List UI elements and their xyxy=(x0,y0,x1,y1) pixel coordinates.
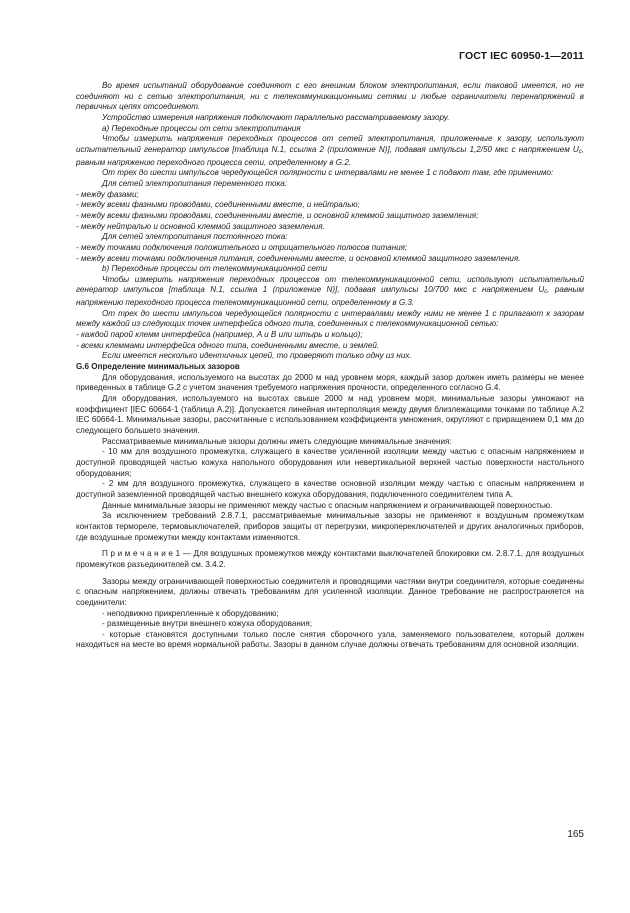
paragraph: Рассматриваемые минимальные зазоры должны иметь следующие минимальные значения: xyxy=(102,436,452,446)
paragraph: Устройство измерения напряжения подключают параллельно рассматриваемому зазору. xyxy=(102,112,450,122)
note-label: П р и м е ч а н и е 1 xyxy=(102,549,181,559)
subscript: c xyxy=(544,289,548,296)
paragraph: От трех до шести импульсов чередующейся полярности с интервалами не менее 1 с подают там, где применимо: xyxy=(102,168,554,178)
paragraph: От трех до шести импульсов чередующейся полярности с интервалами между ними не менее 1 с прилагают к зазорам между каждой из следующих точек интерфейса одного типа, соединенных с телекоммуникационной сетью: xyxy=(76,308,584,329)
list-item: - 2 мм для воздушного промежутка, служащего в качестве основной изоляции между частью с опасным напряжением и доступной заземленной проводящей частью внешнего кожуха оборудования, подключенного соединителем типа A. xyxy=(76,479,584,499)
note xyxy=(76,549,584,570)
list-item: - 10 мм для воздушного промежутка, служащего в качестве усиленной изоляции между частью с опасным напряжением и доступной проводящей частью кожуха напольного оборудования или невертикальной верхней частью поверхности настольного оборудования; xyxy=(76,447,584,478)
page-number: 165 xyxy=(567,829,584,840)
list-item: - между нейтралью и основной клеммой защитного заземления. xyxy=(76,221,325,231)
list-item: - между всеми фазными проводами, соединенными вместе, и нейтралью; xyxy=(76,200,360,210)
paragraph: Зазоры между ограничивающей поверхностью соединителя и проводящими частями внутри соединителя, которые соединены с опасным напряжением, должны отвечать требованиям для усиленной изоляции. Данное требование не распространяется на соединители: xyxy=(76,576,584,607)
list-item: - которые становятся доступными только после снятия сборочного узла, заменяемого пользователем, который должен находиться на месте во время нормальной работы. Зазоры в данном случае должны отвечать требованиям для основной изоляции. xyxy=(76,629,584,650)
paragraph: Во время испытаний оборудование соединяют с его внешним блоком электропитания, если таковой имеется, но не соединяют ни с сетью электропитания, ни с телекоммуникационными сетями и любые ограничители перенапряжений в первичных цепях отсоединяют. xyxy=(76,81,584,112)
list-item: - между всеми фазными проводами, соединенными вместе, и основной клеммой защитного заземления; xyxy=(76,210,479,220)
paragraph: Данные минимальные зазоры не применяют между частью с опасным напряжением и ограничивающей поверхностью. xyxy=(102,500,553,510)
page-header: ГОСТ IEC 60950-1—2011 xyxy=(459,50,584,62)
list-item: - каждой парой клемм интерфейса (например, A и B или штырь и кольцо); xyxy=(76,330,363,340)
list-item: - между всеми точками подключения питания, соединенными вместе, и основной клеммой защитного заземления. xyxy=(76,253,521,263)
paragraph: Для оборудования, используемого на высотах свыше 2000 м над уровнем моря, минимальные зазоры умножают на коэффициент [IEC 60664-1 (таблица A.2)]. Допускается линейная интерполяция между двумя близлежащими точками по таблице A.2 IEC 60664-1. Минимальные зазоры, рассчитанные с использованием коэффициента умножения, округляют с приращением 0,1 мм до следующего большего значения. xyxy=(76,394,584,435)
paragraph: Для оборудования, используемого на высотах до 2000 м над уровнем моря, каждый зазор должен иметь размеры не менее приведенных в таблице G.2 с учетом значения требуемого напряжения прочности, определенного согласно G.4. xyxy=(76,372,584,393)
list-item: - между фазами; xyxy=(76,189,139,199)
list-item: - между точками подключения положительного и отрицательного полюсов питания; xyxy=(76,242,408,252)
paragraph: Чтобы измерить напряжения переходных процессов от сетей электропитания, приложенные к зазору, используют испытательный генератор импульсов [таблица N.1, ссылка 2 (приложение N)], подавая импульсы 1,2/50 мкс с напряжением Uc, равным напряжению переходного процесса сети, определенному в G.2. xyxy=(76,134,584,167)
paragraph: Чтобы измерить напряжения переходных процессов от телекоммуникационной сети, используют испытательный генератор импульсов [таблица N.1, ссылка 1 (приложение N)], подавая импульсы 10/700 мкс с напряжением Uc, равным напряжению переходного процесса телекоммуникационной сети, определенному в G.3. xyxy=(76,274,585,308)
page-body xyxy=(76,81,584,651)
list-heading: b) Переходные процессы от телекоммуникационной сети xyxy=(102,264,328,274)
note-text: — Для воздушных промежутков между контактами выключателей блокировки см. 2.8.7.1, для воздушных промежутков разъединителей см. 3.4.2. xyxy=(76,549,584,569)
section-heading: G.6 Определение минимальных зазоров xyxy=(76,362,240,372)
list-item: - размещенные внутри внешнего кожуха оборудования; xyxy=(102,619,312,629)
paragraph: За исключением требований 2.8.7.1, рассматриваемые минимальные зазоры не применяют к воздушным промежуткам контактов термореле, термовыключателей, приборов защиты от перегрузки, микропереключателей и других аналогичных приборов, где воздушные промежутки между контактами изменяются. xyxy=(76,511,584,542)
list-item: - неподвижно прикрепленные к оборудованию; xyxy=(102,608,279,618)
paragraph: Если имеется несколько идентичных цепей, то проверяют только одну из них. xyxy=(102,351,412,361)
list-heading: а) Переходные процессы от сети электропитания xyxy=(102,123,301,133)
subscript: c xyxy=(578,148,582,155)
list-heading: Для сетей электропитания постоянного тока: xyxy=(102,232,288,242)
list-heading: Для сетей электропитания переменного тока: xyxy=(102,178,288,188)
list-item: - всеми клеммами интерфейса одного типа, соединенными вместе, и землей. xyxy=(76,340,380,350)
